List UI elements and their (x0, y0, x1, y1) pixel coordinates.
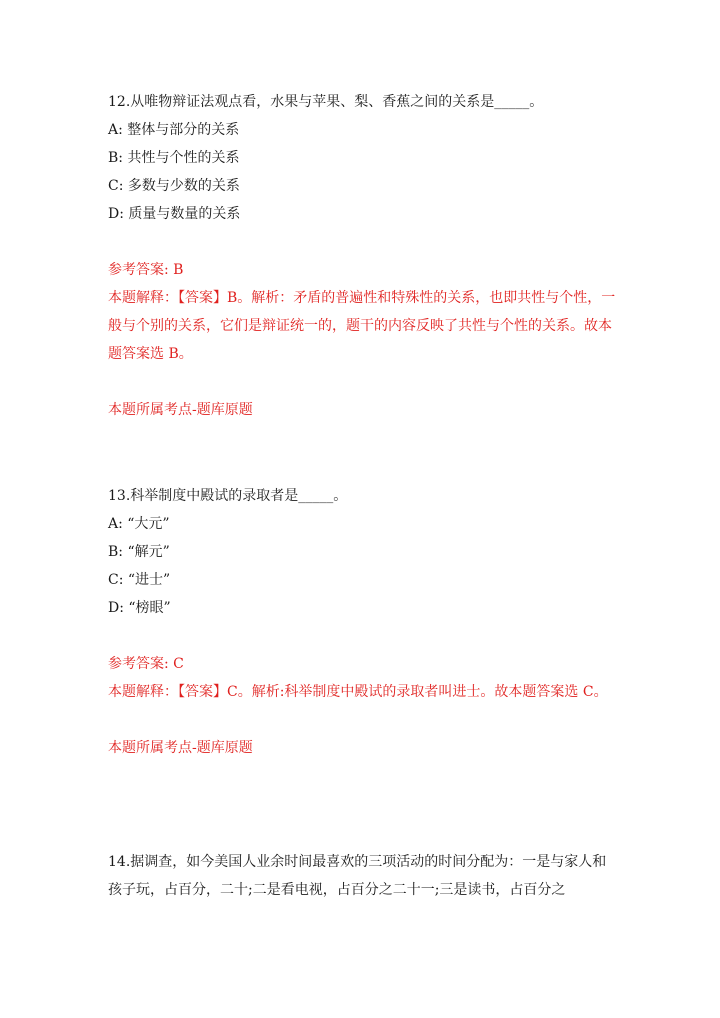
answer-explanation: 本题解释：【答案】C。解析:科举制度中殿试的录取者叫进士。故本题答案选 C。 (108, 684, 608, 700)
option-b: B: 共性与个性的关系 (108, 150, 240, 166)
option-a: A: 整体与部分的关系 (108, 122, 240, 138)
option-b: B: “解元” (108, 544, 170, 560)
question-text: 13.科举制度中殿试的录取者是_____。 (108, 488, 348, 504)
question-12 (108, 88, 618, 424)
question-text: 14.据调查，如今美国人业余时间最喜欢的三项活动的时间分配为：一是与家人和孩子玩，占百分，二十;二是看电视，占百分之二十一;三是读书，占百分之 (108, 854, 607, 898)
option-c: C: “进士” (108, 572, 171, 588)
question-source: 本题所属考点-题库原题 (108, 740, 253, 756)
question-source: 本题所属考点-题库原题 (108, 402, 253, 418)
question-13 (108, 482, 618, 762)
option-c: C: 多数与少数的关系 (108, 178, 240, 194)
question-text: 12.从唯物辩证法观点看，水果与苹果、梨、香蕉之间的关系是_____。 (108, 94, 544, 110)
answer-explanation: 本题解释：【答案】B。解析：矛盾的普遍性和特殊性的关系，也即共性与个性，一般与个别的关系，它们是辩证统一的，题干的内容反映了共性与个性的关系。故本题答案选 B。 (108, 290, 616, 362)
question-14 (108, 848, 618, 904)
reference-answer: 参考答案: C (108, 656, 184, 672)
option-d: D: “榜眼” (108, 600, 171, 616)
option-a: A: “大元” (108, 516, 170, 532)
option-d: D: 质量与数量的关系 (108, 206, 241, 222)
reference-answer: 参考答案: B (108, 262, 184, 278)
